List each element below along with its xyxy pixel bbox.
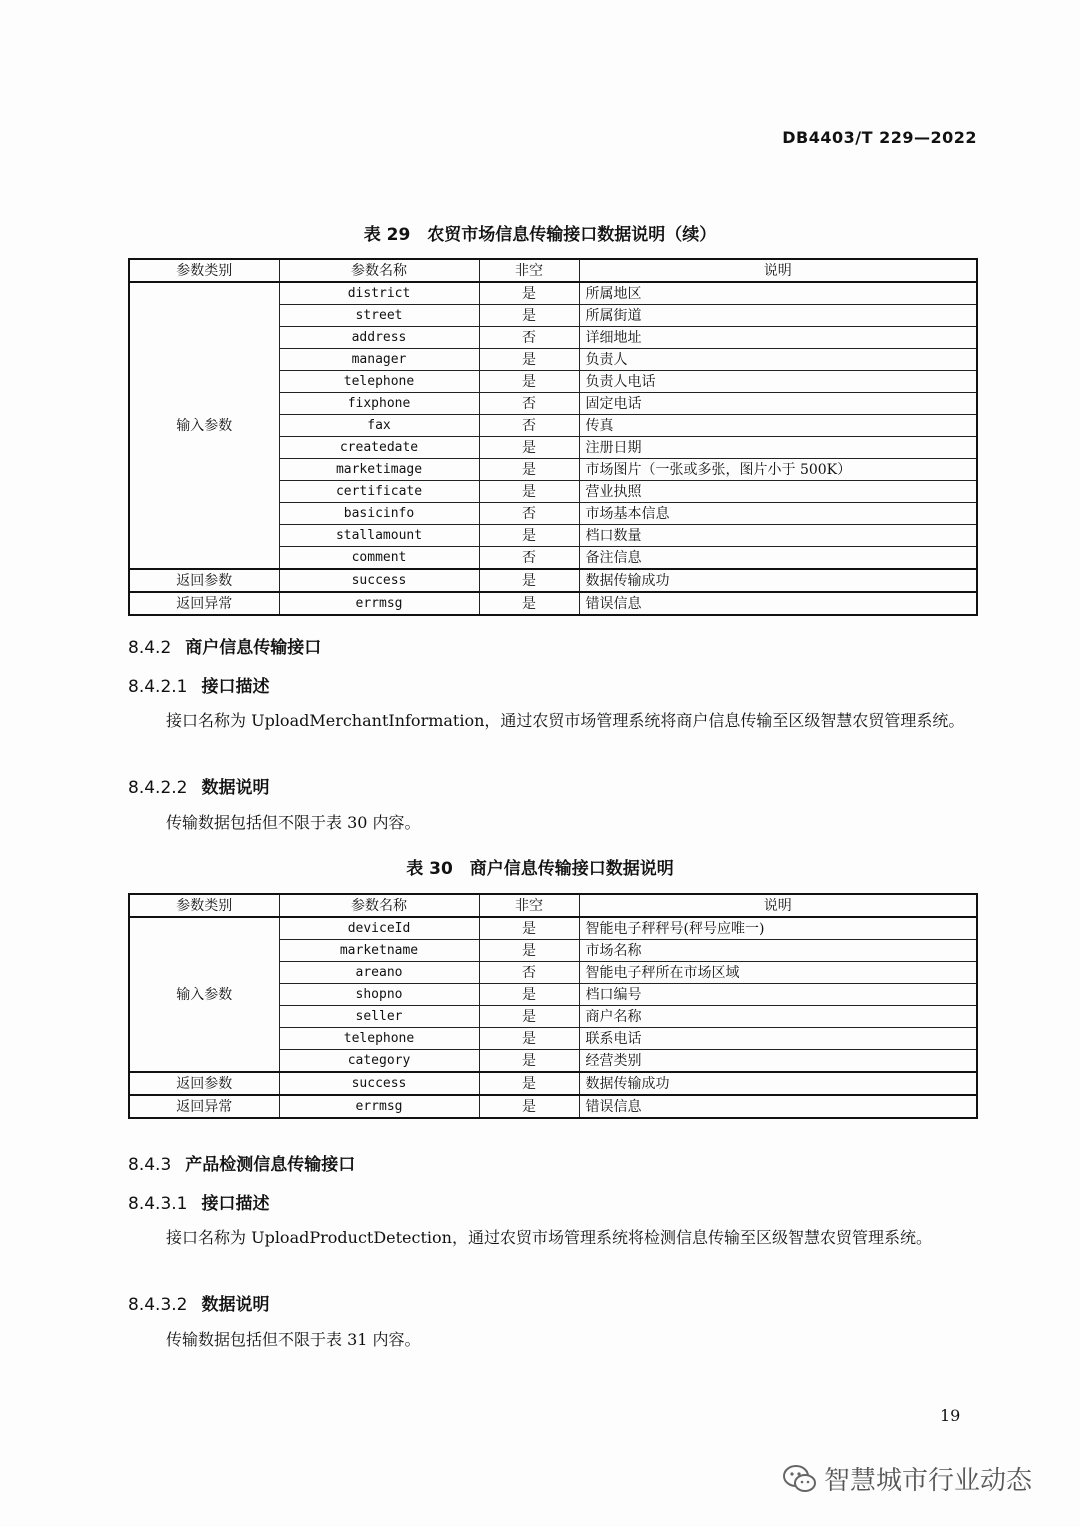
table-header-row xyxy=(129,259,977,282)
description-cell: 联系电话 xyxy=(579,1028,977,1050)
description-cell: 数据传输成功 xyxy=(579,569,977,592)
col-header-description: 说明 xyxy=(579,894,977,917)
description-cell: 智能电子秤秤号(秤号应唯一) xyxy=(579,917,977,940)
required-cell: 是 xyxy=(479,569,579,592)
required-cell: 否 xyxy=(479,962,579,984)
param-name-cell: telephone xyxy=(279,1028,479,1050)
section-8422-text: 传输数据包括但不限于表 30 内容。 xyxy=(166,813,421,832)
col-header-required: 非空 xyxy=(479,259,579,282)
param-name-cell: manager xyxy=(279,349,479,371)
required-cell: 是 xyxy=(479,371,579,393)
required-cell: 是 xyxy=(479,1095,579,1118)
description-cell: 备注信息 xyxy=(579,547,977,570)
required-cell: 是 xyxy=(479,984,579,1006)
required-cell: 是 xyxy=(479,349,579,371)
description-cell: 错误信息 xyxy=(579,592,977,615)
description-cell: 数据传输成功 xyxy=(579,1072,977,1095)
section-842-heading: 8.4.2 商户信息传输接口 xyxy=(128,638,322,658)
required-cell: 是 xyxy=(479,282,579,305)
description-cell: 商户名称 xyxy=(579,1006,977,1028)
required-cell: 是 xyxy=(479,917,579,940)
param-category-cell: 返回异常 xyxy=(129,1095,279,1118)
table-row xyxy=(129,1072,977,1095)
required-cell: 否 xyxy=(479,547,579,570)
param-name-cell: errmsg xyxy=(279,592,479,615)
description-cell: 负责人电话 xyxy=(579,371,977,393)
table-29 xyxy=(128,258,978,616)
required-cell: 是 xyxy=(479,1050,579,1073)
col-header-description: 说明 xyxy=(579,259,977,282)
description-cell: 市场名称 xyxy=(579,940,977,962)
watermark-text: 智慧城市行业动态 xyxy=(824,1466,1033,1496)
description-cell: 市场图片（一张或多张，图片小于 500K） xyxy=(579,459,977,481)
param-name-cell: marketname xyxy=(279,940,479,962)
param-name-cell: basicinfo xyxy=(279,503,479,525)
table-30 xyxy=(128,893,978,1119)
section-8421-heading: 8.4.2.1 接口描述 xyxy=(128,677,270,697)
required-cell: 是 xyxy=(479,437,579,459)
param-name-cell: success xyxy=(279,1072,479,1095)
description-cell: 固定电话 xyxy=(579,393,977,415)
table-30-body xyxy=(129,917,977,1118)
param-name-cell: deviceId xyxy=(279,917,479,940)
param-category-cell: 返回参数 xyxy=(129,569,279,592)
description-cell: 错误信息 xyxy=(579,1095,977,1118)
required-cell: 否 xyxy=(479,415,579,437)
param-category-cell: 输入参数 xyxy=(129,917,279,1072)
table-row xyxy=(129,282,977,305)
section-8431-heading: 8.4.3.1 接口描述 xyxy=(128,1194,270,1214)
required-cell: 是 xyxy=(479,481,579,503)
param-category-cell: 输入参数 xyxy=(129,282,279,569)
description-cell: 市场基本信息 xyxy=(579,503,977,525)
param-name-cell: address xyxy=(279,327,479,349)
description-cell: 智能电子秤所在市场区域 xyxy=(579,962,977,984)
section-8432-text: 传输数据包括但不限于表 31 内容。 xyxy=(166,1330,421,1349)
required-cell: 是 xyxy=(479,525,579,547)
col-header-name: 参数名称 xyxy=(279,894,479,917)
required-cell: 是 xyxy=(479,1072,579,1095)
param-name-cell: fax xyxy=(279,415,479,437)
table-row xyxy=(129,569,977,592)
standard-code: DB4403/T 229—2022 xyxy=(782,128,977,147)
param-name-cell: shopno xyxy=(279,984,479,1006)
required-cell: 是 xyxy=(479,459,579,481)
section-8432-heading: 8.4.3.2 数据说明 xyxy=(128,1295,270,1315)
description-cell: 档口编号 xyxy=(579,984,977,1006)
param-category-cell: 返回参数 xyxy=(129,1072,279,1095)
table-29-body xyxy=(129,282,977,615)
table-30-caption: 表 30 商户信息传输接口数据说明 xyxy=(406,859,674,879)
param-name-cell: stallamount xyxy=(279,525,479,547)
required-cell: 否 xyxy=(479,503,579,525)
description-cell: 营业执照 xyxy=(579,481,977,503)
param-name-cell: fixphone xyxy=(279,393,479,415)
param-name-cell: telephone xyxy=(279,371,479,393)
param-name-cell: street xyxy=(279,305,479,327)
table-header-row xyxy=(129,894,977,917)
col-header-name: 参数名称 xyxy=(279,259,479,282)
param-name-cell: district xyxy=(279,282,479,305)
required-cell: 是 xyxy=(479,305,579,327)
param-name-cell: category xyxy=(279,1050,479,1073)
param-name-cell: certificate xyxy=(279,481,479,503)
section-8421-text: 接口名称为 UploadMerchantInformation，通过农贸市场管理系统将商户信息传输至区级智慧农贸管理系统。 xyxy=(166,711,965,730)
table-row xyxy=(129,592,977,615)
page-number: 19 xyxy=(940,1406,961,1425)
table-row xyxy=(129,917,977,940)
required-cell: 是 xyxy=(479,1006,579,1028)
table-29-caption: 表 29 农贸市场信息传输接口数据说明（续） xyxy=(363,225,717,245)
description-cell: 所属街道 xyxy=(579,305,977,327)
table-row xyxy=(129,1095,977,1118)
param-name-cell: createdate xyxy=(279,437,479,459)
param-category-cell: 返回异常 xyxy=(129,592,279,615)
description-cell: 经营类别 xyxy=(579,1050,977,1073)
param-name-cell: marketimage xyxy=(279,459,479,481)
required-cell: 否 xyxy=(479,393,579,415)
required-cell: 是 xyxy=(479,592,579,615)
description-cell: 传真 xyxy=(579,415,977,437)
param-name-cell: seller xyxy=(279,1006,479,1028)
description-cell: 档口数量 xyxy=(579,525,977,547)
col-header-required: 非空 xyxy=(479,894,579,917)
wechat-icon xyxy=(782,1464,818,1494)
required-cell: 是 xyxy=(479,940,579,962)
section-8431-text: 接口名称为 UploadProductDetection，通过农贸市场管理系统将检测信息传输至区级智慧农贸管理系统。 xyxy=(166,1228,932,1247)
col-header-category: 参数类别 xyxy=(129,894,279,917)
section-8422-heading: 8.4.2.2 数据说明 xyxy=(128,778,270,798)
param-name-cell: comment xyxy=(279,547,479,570)
watermark xyxy=(782,1460,1032,1497)
description-cell: 注册日期 xyxy=(579,437,977,459)
param-name-cell: errmsg xyxy=(279,1095,479,1118)
description-cell: 详细地址 xyxy=(579,327,977,349)
required-cell: 是 xyxy=(479,1028,579,1050)
required-cell: 否 xyxy=(479,327,579,349)
description-cell: 所属地区 xyxy=(579,282,977,305)
description-cell: 负责人 xyxy=(579,349,977,371)
section-843-heading: 8.4.3 产品检测信息传输接口 xyxy=(128,1155,356,1175)
col-header-category: 参数类别 xyxy=(129,259,279,282)
param-name-cell: areano xyxy=(279,962,479,984)
param-name-cell: success xyxy=(279,569,479,592)
